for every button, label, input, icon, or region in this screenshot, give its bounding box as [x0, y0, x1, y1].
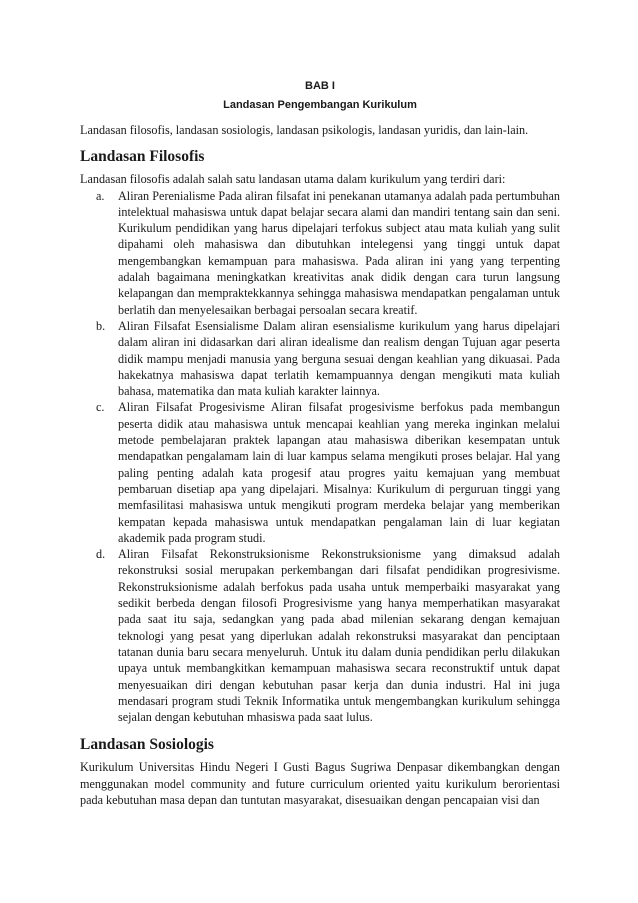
- list-item-text: Aliran Filsafat Rekonstruksionisme Rekonstruksionisme yang dimaksud adalah rekonstruksi sosial merupakan perkembangan dari filsafat pendidikan progresivisme. Rekonstruksionisme adalah berfokus pada usaha untuk memperbaiki masyarakat yang sedikit berbeda dengan filosofi Progresivisme yang hanya memperhatikan masyarakat pada saat itu saja, sedangkan yang pada abad milenian sekarang dengan kemajuan teknologi yang pesat yang diperlukan adalah rekonstruksi masyarakat dan penciptaan tatanan dunia baru secara menyeluruh. Untuk itu dalam dunia pendidikan perlu dilakukan upaya untuk membangkitkan kemampuan mahasiswa secara reconstruktif untuk dapat menyesuaikan diri dengan kebutuhan pasar kerja dan dunia industri. Hal ini juga mendasari program studi Teknik Informatika untuk mengembangkan kurikulum sehingga sejalan dengan kebutuhan mhasiswa pada saat lulus.: [118, 547, 560, 725]
- list-marker: a.: [96, 188, 105, 203]
- chapter-header: [80, 78, 560, 114]
- intro-paragraph: Landasan filosofis, landasan sosiologis, landasan psikologis, landasan yuridis, dan lain-lain.: [80, 123, 529, 137]
- list-item: [80, 546, 560, 725]
- list-marker: b.: [96, 318, 106, 333]
- chapter-title: Landasan Pengembangan Kurikulum: [223, 99, 417, 111]
- list-item: [80, 318, 560, 399]
- list-item-text: Aliran Filsafat Esensialisme Dalam aliran esensialisme kurikulum yang harus dipelajari dalam aliran ini didasarkan dari aliran idealisme dan realism dengan Tujuan agar peserta didik mampu menjadi manusia yang berguna sesuai dengan keahlian yang dikuasai. Pada hakekatnya mahasiswa dapat terlatih kemampuannya dengan mengikuti mata kuliah bahasa, matematika dan mata kuliah karakter lainnya.: [118, 318, 560, 399]
- sosiologis-paragraph: Kurikulum Universitas Hindu Negeri I Gusti Bagus Sugriwa Denpasar dikembangkan dengan menggunakan model community and future curriculum oriented yaitu kurikulum berorientasi pada kebutuhan masa depan dan tuntutan masyarakat, disesuaikan dengan pencapaian visi dan: [80, 760, 560, 807]
- filosofis-lead-paragraph: Landasan filosofis adalah salah satu landasan utama dalam kurikulum yang terdiri dari:: [80, 172, 506, 187]
- section-heading-sosiologis: Landasan Sosiologis: [80, 736, 214, 754]
- list-item-text: Aliran Filsafat Progesivisme Aliran filsafat progesivisme berfokus pada membangun peserta didik atau mahasiswa untuk mencapai keahlian yang mereka inginkan melalui metode pembelajaran praktek lapangan atau mahasiswa diberikan kesempatan untuk mendapatkan pengalamam lain di luar kampus selama mengikuti proses belajar. Hal yang paling penting adalah kata progesif atau progres yaitu kemajuan yang membuat pembaruan disetiap apa yang dipelajari. Misalnya: Kurikulum di perguruan tinggi yang memfasilitasi mahasiswa untuk mengikuti program merdeka belajar yang memberikan kempatan kepada mahasiswa untuk mendapatkan pengalaman lain di luar kegiatan akademik pada program studi.: [118, 400, 560, 545]
- section-heading-filosofis: Landasan Filosofis: [80, 148, 205, 166]
- chapter-number: BAB I: [305, 80, 335, 92]
- list-item: [80, 399, 560, 546]
- list-item: [80, 188, 560, 318]
- list-item-text: Aliran Perenialisme Pada aliran filsafat ini penekanan utamanya adalah pada pertumbuhan intelektual mahasiswa untuk dapat belajar secara alami dan mandiri tentang sain dan seni. Kurikulum pendidikan yang harus dipelajari terfokus subject atau mata kuliah yang sulit dipahami oleh mahasiswa dan dibutuhkan intelegensi yang tinggi untuk dapat mengembangkan kemampuan para mahasiswa. Pada aliran ini yang yang terpenting adalah bagaimana meningkatkan kreativitas anak didik dengan cara turun langsung kelapangan dan mempraktekkannya sehingga mahasiswa mendapatkan pengalaman untuk berlatih dan menyelesaikan berbagai persoalan secara kreatif.: [118, 188, 560, 317]
- filosofis-list: [80, 188, 560, 726]
- list-marker: d.: [96, 547, 106, 562]
- list-marker: c.: [96, 400, 105, 415]
